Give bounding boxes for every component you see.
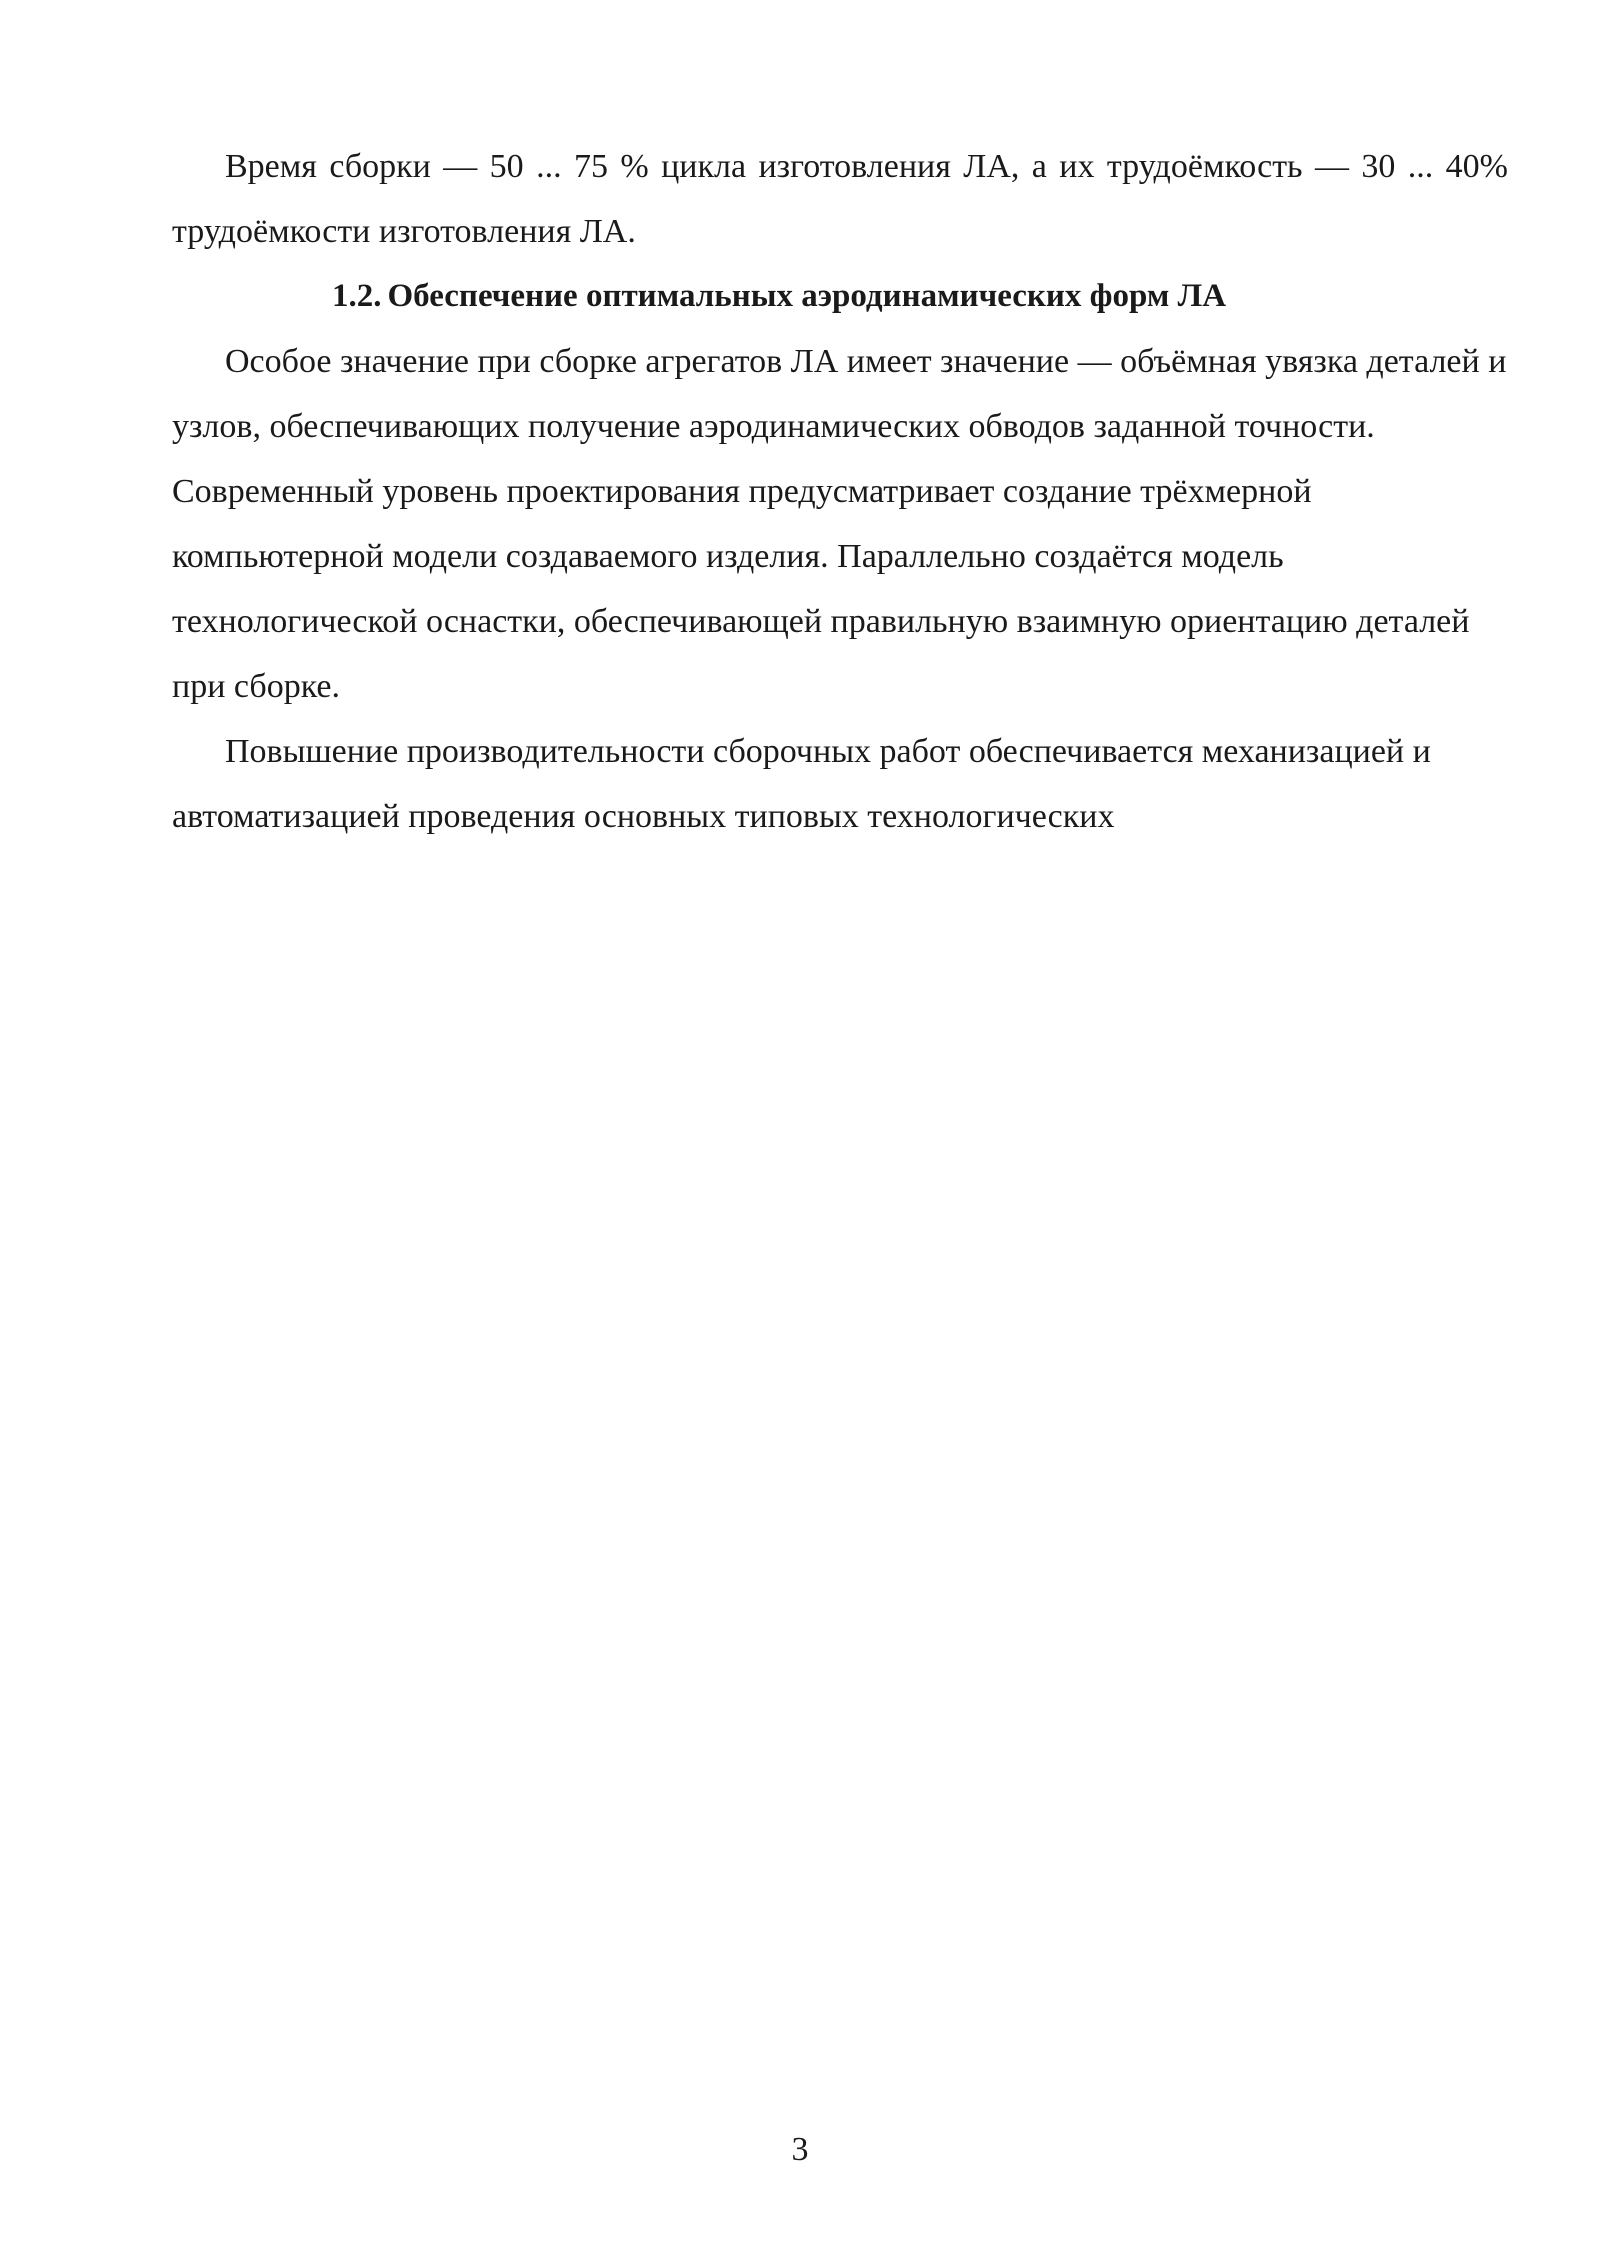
- page-number: 3: [791, 2131, 809, 2168]
- section-heading: [172, 264, 1508, 329]
- paragraph-aerodynamic-forms: Особое значение при сборке агрегатов ЛА имеет значение — объёмная увязка деталей и узлов, обеспечивающих получение аэродинамических обводов заданной точности. Современный уровень проектирования предусматривает создание трёхмерной компьютерной модели создаваемого изделия. Параллельно создаётся модель технологической оснастки, обеспечивающей правильную взаимную ориентацию деталей при сборке.: [172, 343, 1507, 705]
- section-number: 1.2.: [332, 278, 382, 314]
- paragraph-productivity: Повышение производительности сборочных работ обеспечивается механизацией и автоматизацией проведения основных типовых технологических: [172, 733, 1431, 835]
- page-body: [172, 134, 1508, 849]
- paragraph-assembly-time: Время сборки — 50 ... 75 % цикла изготовления ЛА, а их трудоёмкость — 30 ... 40% трудоёмкости изготовления ЛА.: [172, 148, 1508, 250]
- section-title: Обеспечение оптимальных аэродинамических форм ЛА: [387, 278, 1227, 314]
